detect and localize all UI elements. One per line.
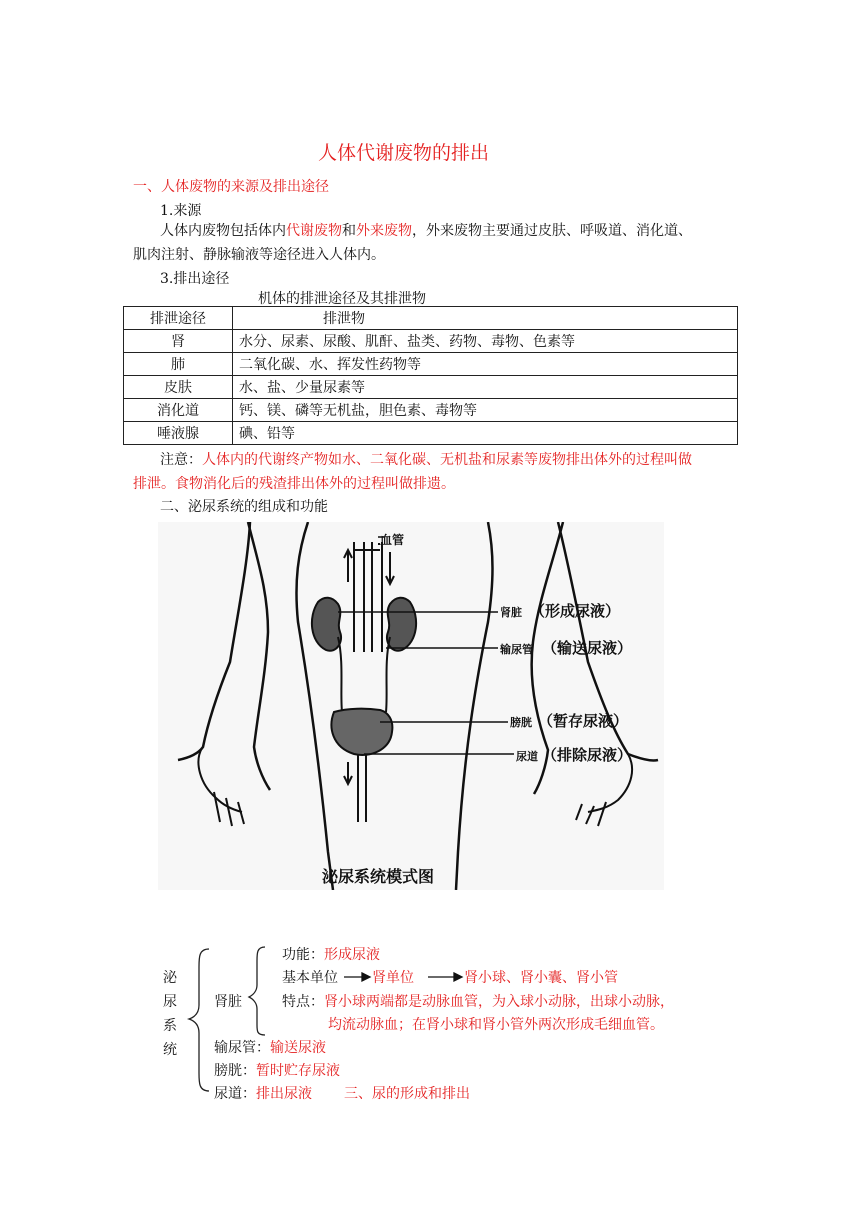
arrow-head-icon — [454, 973, 462, 981]
kidney-label: 肾脏 — [500, 606, 522, 619]
basic-unit-label: 基本单位 — [282, 970, 338, 986]
kidney-heading: 肾脏 — [214, 994, 242, 1010]
table-cell-route: 皮肤 — [124, 376, 233, 399]
feature-line2: 均流动脉血；在肾小球和肾小管外两次形成毛细血管。 — [328, 1017, 664, 1033]
urethra-label: 尿道 — [516, 750, 538, 763]
feature-row — [282, 991, 674, 1011]
system-label — [163, 966, 179, 1062]
system-char: 尿 — [163, 994, 177, 1010]
sub-heading-routes: 3.排出途径 — [160, 271, 230, 287]
table-caption: 机体的排泄途径及其排泄物 — [258, 291, 426, 307]
ureter-label: 输尿管： — [214, 1040, 270, 1056]
table-cell-excreta: 水分、尿素、尿酸、肌酐、盐类、药物、毒物、色素等 — [233, 330, 738, 353]
table-row — [124, 422, 738, 445]
section2-heading: 二、泌尿系统的组成和功能 — [160, 499, 328, 515]
figure-caption: 泌尿系统模式图 — [322, 867, 435, 886]
bladder-function-label: （暂存尿液） — [538, 712, 629, 730]
ureter-label: 输尿管 — [500, 643, 533, 656]
urethra-label: 尿道： — [214, 1086, 256, 1102]
table-cell-route: 消化道 — [124, 399, 233, 422]
feature-label: 特点： — [282, 994, 324, 1010]
ureter-row — [214, 1037, 326, 1057]
excretion-table — [123, 306, 738, 445]
bladder-row — [214, 1060, 340, 1080]
section3-heading: 三、尿的形成和排出 — [344, 1086, 470, 1102]
table-header-route: 排泄途径 — [124, 307, 233, 330]
source-paragraph-line1 — [160, 219, 692, 243]
table-row — [124, 330, 738, 353]
table-cell-route: 唾液腺 — [124, 422, 233, 445]
page-title: 人体代谢废物的排出 — [318, 142, 490, 164]
table-row — [124, 399, 738, 422]
note-line1 — [160, 448, 692, 472]
note-line2: 排泄。食物消化后的残渣排出体外的过程叫做排遗。 — [133, 476, 455, 492]
feature-line1: 肾小球两端都是动脉血管，为入球小动脉，出球小动脉， — [324, 994, 674, 1010]
table-cell-excreta: 二氧化碳、水、挥发性药物等 — [233, 353, 738, 376]
body-outline — [178, 522, 658, 890]
bladder-value: 暂时贮存尿液 — [256, 1063, 340, 1079]
p1-text-a: 人体内废物包括体内 — [160, 223, 286, 239]
section1-heading: 一、人体废物的来源及排出途径 — [133, 179, 329, 195]
table-header-row — [124, 307, 738, 330]
arrow-head-icon — [362, 973, 370, 981]
p1-text-c: ，外来废物主要通过皮肤、呼吸道、消化道、 — [412, 223, 692, 239]
bladder-label: 膀胱： — [214, 1063, 256, 1079]
urethra-value: 排出尿液 — [256, 1086, 312, 1102]
sub-heading-source: 1.来源 — [160, 203, 202, 219]
urethra-row — [214, 1083, 312, 1103]
kidney-brace — [249, 947, 265, 1035]
note-text-1: 人体内的代谢终产物如水、二氧化碳、无机盐和尿素等废物排出体外的过程叫做 — [202, 452, 692, 468]
urethra — [344, 754, 366, 822]
table-cell-route: 肾 — [124, 330, 233, 353]
bladder-label: 膀胱 — [510, 716, 532, 729]
ureter-function-label: （输送尿液） — [542, 639, 633, 657]
basic-unit-value: 肾单位 — [372, 970, 414, 986]
nephron-parts: 肾小球、肾小囊、肾小管 — [464, 970, 618, 986]
note-label: 注意： — [160, 452, 202, 468]
table-cell-route: 肺 — [124, 353, 233, 376]
kidney-function-label: （形成尿液） — [530, 602, 621, 620]
source-paragraph-line2: 肌肉注射、静脉输液等途径进入人体内。 — [133, 247, 385, 263]
urinary-system-figure — [158, 522, 664, 890]
table-row — [124, 376, 738, 399]
system-char: 泌 — [163, 970, 177, 986]
p1-text-b: 和 — [342, 223, 356, 239]
system-char: 系 — [163, 1018, 177, 1034]
function-value: 形成尿液 — [324, 947, 380, 963]
vessel-label: 血管 — [380, 533, 405, 547]
function-label: 功能： — [282, 947, 324, 963]
table-cell-excreta: 水、盐、少量尿素等 — [233, 376, 738, 399]
bladder — [331, 709, 392, 755]
table-cell-excreta: 钙、镁、磷等无机盐，胆色素、毒物等 — [233, 399, 738, 422]
p1-external-waste: 外来废物 — [356, 223, 412, 239]
table-cell-excreta: 碘、铅等 — [233, 422, 738, 445]
table-header-excreta: 排泄物 — [233, 307, 738, 330]
function-row — [282, 944, 380, 964]
ureter-value: 输送尿液 — [270, 1040, 326, 1056]
urethra-function-label: （排除尿液） — [542, 746, 633, 764]
table-row — [124, 353, 738, 376]
basic-unit-row — [282, 967, 338, 987]
urinary-system-diagram — [158, 522, 664, 890]
system-char: 统 — [163, 1042, 177, 1058]
main-brace — [189, 949, 209, 1091]
p1-metabolic-waste: 代谢废物 — [286, 223, 342, 239]
